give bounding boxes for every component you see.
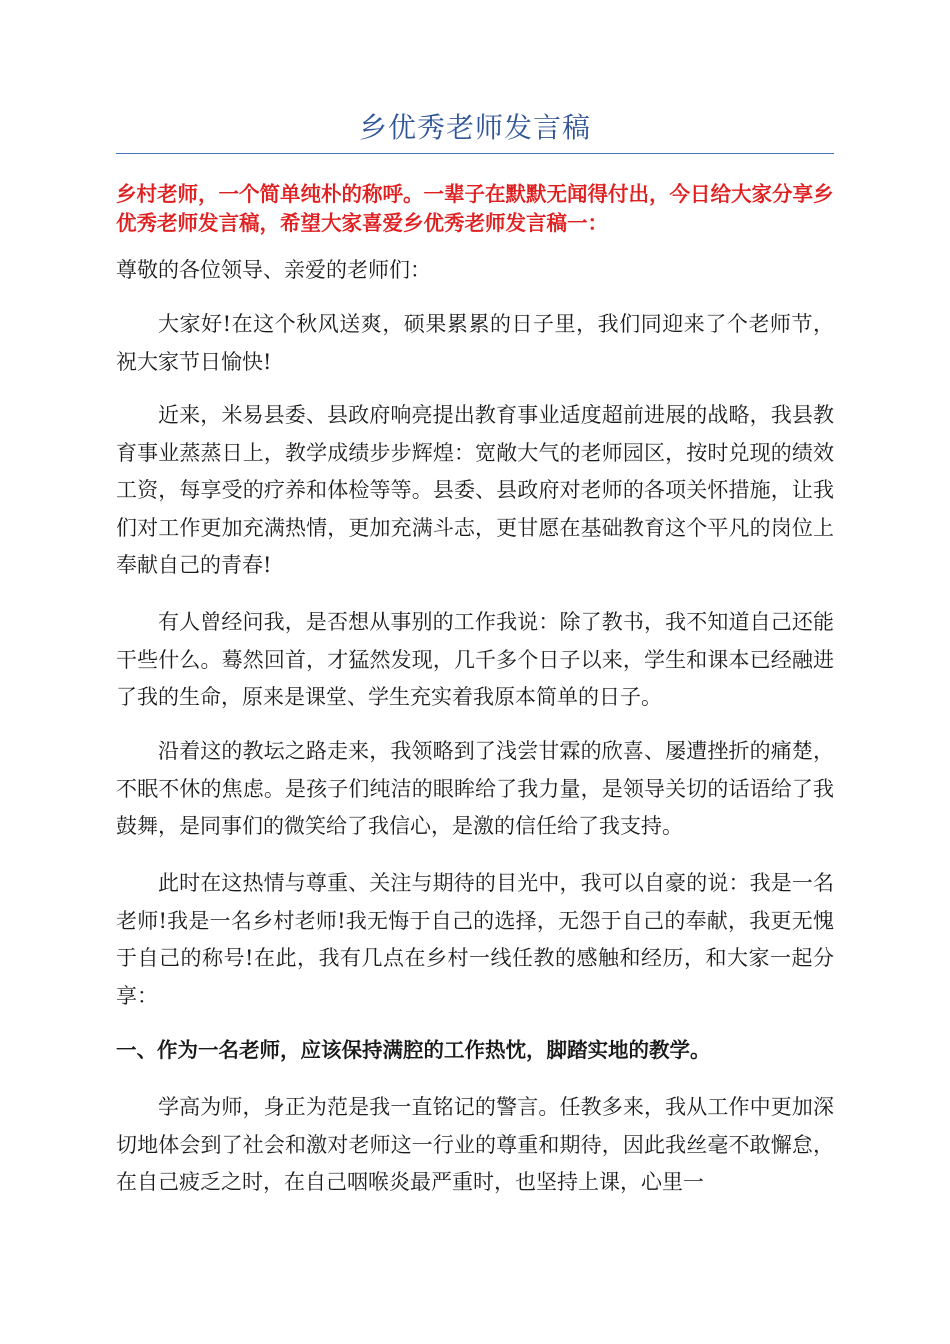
salutation: 尊敬的各位领导、亲爱的老师们： [116, 258, 431, 282]
paragraph-3: 有人曾经问我，是否想从事别的工作我说：除了教书，我不知道自己还能干些什么。蓦然回首，才猛然发现，几千多个日子以来，学生和课本已经融进了我的生命，原来是课堂、学生充实着我原本简单的日子。 [116, 610, 834, 709]
paragraph-2: 近来，米易县委、县政府响亮提出教育事业适度超前进展的战略，我县教育事业蒸蒸日上，教学成绩步步辉煌：宽敞大气的老师园区，按时兑现的绩效工资，每享受的疗养和体检等等。县委、县政府对老师的各项关怀措施，让我们对工作更加充满热情，更加充满斗志，更甘愿在基础教育这个平凡的岗位上奉献自己的青春! [116, 403, 834, 577]
title-underline [116, 153, 834, 154]
paragraph-1: 大家好!在这个秋风送爽，硕果累累的日子里，我们同迎来了个老师节，祝大家节日愉快! [116, 312, 834, 374]
intro-highlight: 乡村老师，一个简单纯朴的称呼。一辈子在默默无闻得付出，今日给大家分享乡优秀老师发言稿，希望大家喜爱乡优秀老师发言稿一： [116, 182, 834, 235]
document-title: 乡优秀老师发言稿 [358, 111, 591, 144]
paragraph-5: 此时在这热情与尊重、关注与期待的目光中，我可以自豪的说：我是一名老师!我是一名乡村老师!我无悔于自己的选择，无怨于自己的奉献，我更无愧于自己的称号!在此，我有几点在乡村一线任教的感触和经历，和大家一起分享： [116, 871, 834, 1008]
paragraph-4: 沿着这的教坛之路走来，我领略到了浅尝甘霖的欣喜、屡遭挫折的痛楚，不眠不休的焦虑。是孩子们纯洁的眼眸给了我力量，是领导关切的话语给了我鼓舞，是同事们的微笑给了我信心，是激的信任给了我支持。 [116, 739, 834, 838]
section-heading: 一、作为一名老师，应该保持满腔的工作热忱，脚踏实地的教学。 [116, 1038, 711, 1062]
section-paragraph: 学高为师，身正为范是我一直铭记的警言。任教多来，我从工作中更加深切地体会到了社会和激对老师这一行业的尊重和期待，因此我丝毫不敢懈怠，在自己疲乏之时，在自己咽喉炎最严重时，也坚持上课，心里一 [116, 1095, 834, 1194]
